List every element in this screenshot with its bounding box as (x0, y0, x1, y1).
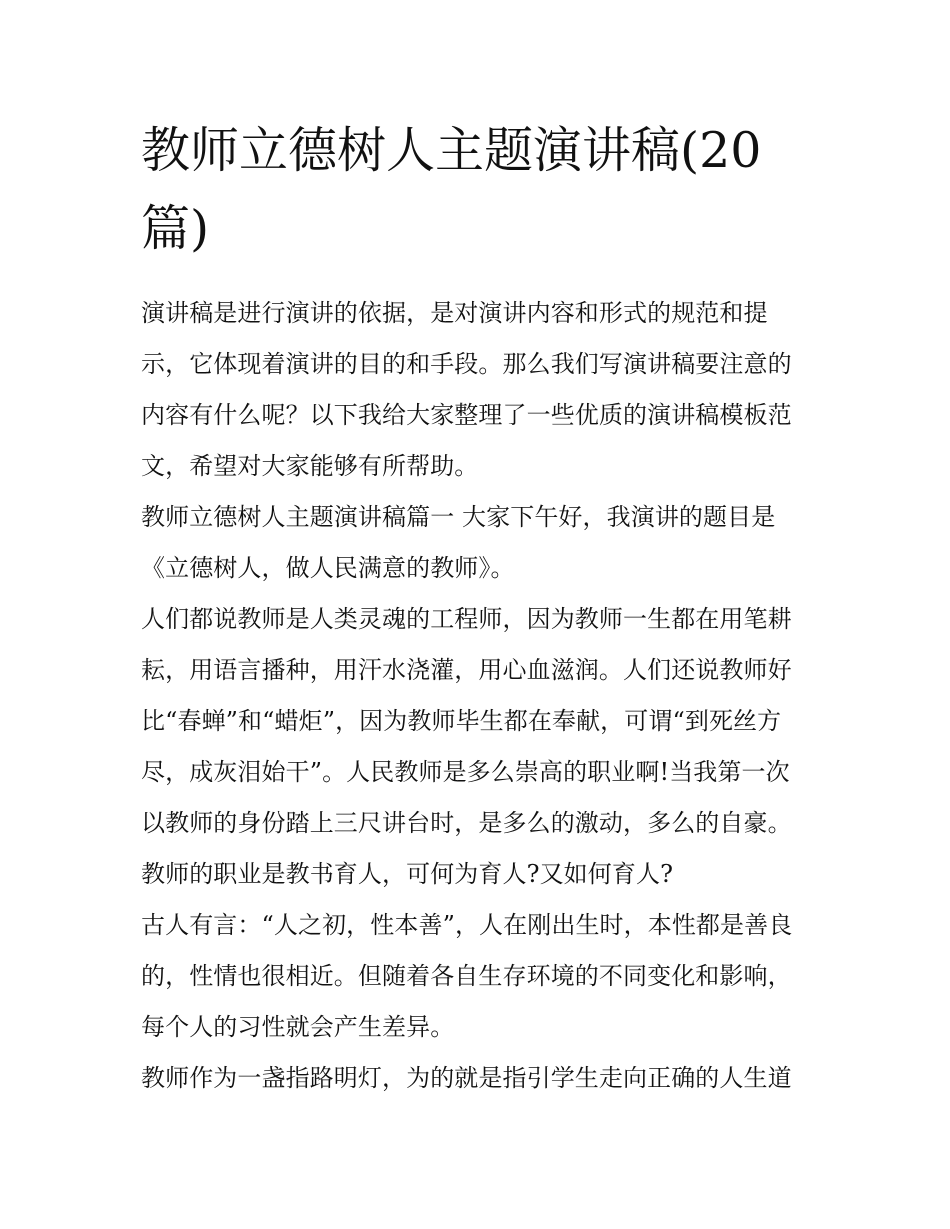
intro-paragraph: 演讲稿是进行演讲的依据，是对演讲内容和形式的规范和提示，它体现着演讲的目的和手段。那么我们写演讲稿要注意的内容有什么呢？以下我给大家整理了一些优质的演讲稿模板范文，希望对大家能够有所帮助。 (141, 299, 792, 480)
teacher-role-paragraph: 人们都说教师是人类灵魂的工程师，因为教师一生都在用笔耕耘，用语言播种，用汗水浇灌，用心血滋润。人们还说教师好比“春蝉”和“蜡炬”，因为教师毕生都在奉献，可谓“到死丝方尽，成灰泪始干”。人民教师是多么崇高的职业啊!当我第一次以教师的身份踏上三尺讲台时，是多么的激动，多么的自豪。 (141, 605, 792, 837)
document-content (141, 112, 813, 1104)
education-question-paragraph: 教师的职业是教书育人，可何为育人?又如何育人? (141, 860, 674, 888)
speech-opening-paragraph: 教师立德树人主题演讲稿篇一 大家下午好，我演讲的题目是《立德树人，做人民满意的教师》。 (141, 503, 776, 582)
human-nature-paragraph: 古人有言：“人之初，性本善”，人在刚出生时，本性都是善良的，性情也很相近。但随着各自生存环境的不同变化和影响，每个人的习性就会产生差异。 (141, 911, 793, 1041)
document-title: 教师立德树人主题演讲稿(20篇) (141, 122, 762, 257)
guidance-paragraph: 教师作为一盏指路明灯，为的就是指引学生走向正确的人生道 (141, 1064, 792, 1092)
